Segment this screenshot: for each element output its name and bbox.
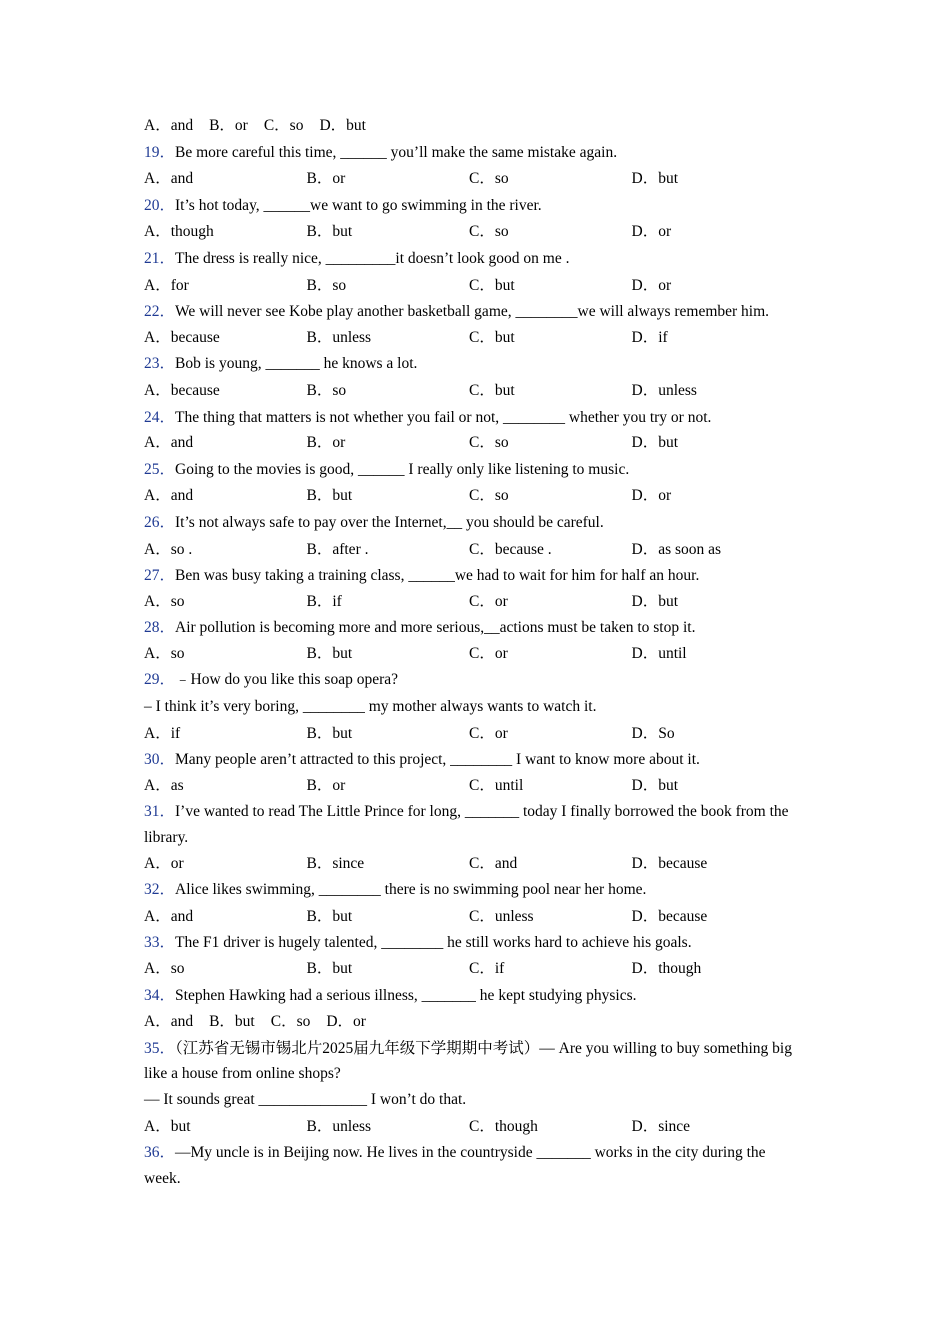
question-text: （江苏省无锡市锡北片2025届九年级下学期期中考试）— Are you willing to buy something big like a house from online shops?: [144, 1039, 792, 1083]
question-number: 29．: [144, 671, 176, 689]
question-stem: [144, 799, 794, 850]
answer-option: C．but: [469, 276, 515, 294]
question-stem: [144, 405, 794, 431]
answer-options: [144, 1114, 794, 1141]
answer-option: C．if: [469, 960, 505, 977]
question-stem: [144, 140, 794, 167]
answer-option: A．and: [144, 434, 194, 452]
question-text: Bob is young, _______ he knows a lot.: [175, 355, 418, 373]
question-stem: [144, 983, 794, 1010]
question-stem: [144, 877, 794, 904]
question-stem: [144, 510, 794, 537]
answer-option: A．as: [144, 776, 184, 794]
answer-option: B．but: [306, 644, 353, 662]
answer-option: A．and: [144, 117, 194, 134]
question-text: ﹣How do you like this soap opera?: [175, 671, 399, 689]
question-number: 25．: [144, 460, 176, 478]
answer-option: A．if: [144, 724, 181, 742]
question-text: Ben was busy taking a training class, ______we had to wait for him for half an hour.: [175, 567, 700, 585]
answer-option: C．so: [469, 487, 509, 505]
question-number: 28．: [144, 619, 176, 637]
answer-option: C．so: [469, 223, 509, 241]
answer-options: [144, 219, 794, 246]
answer-option: A．and: [144, 907, 194, 925]
answer-option: D．because: [631, 854, 708, 872]
question-text: Air pollution is becoming more and more serious,__actions must be taken to stop it.: [175, 619, 696, 637]
answer-option: D．but: [631, 592, 679, 610]
answer-option: B．but: [306, 487, 353, 505]
answer-option: A．because: [144, 381, 220, 399]
answer-option: B．unless: [306, 328, 372, 346]
answer-options: [144, 641, 794, 668]
answer-option: C．or: [469, 724, 508, 742]
question-stem: [144, 667, 794, 694]
answer-option: B．or: [306, 776, 346, 794]
answer-options: [144, 851, 794, 878]
answer-options: [144, 430, 794, 457]
answer-option: C．but: [469, 328, 515, 346]
question-text: It’s not always safe to pay over the Internet,__ you should be careful.: [175, 513, 604, 531]
answer-options: [144, 589, 794, 616]
answer-options: [144, 721, 794, 748]
question-text: It’s hot today, ______we want to go swimming in the river.: [175, 196, 542, 214]
question-text: We will never see Kobe play another basketball game, ________we will always remember him.: [175, 303, 770, 321]
answer-option: D．but: [319, 117, 366, 134]
question-stem: [144, 1140, 794, 1191]
answer-options: [144, 166, 794, 193]
answer-option: C．and: [469, 854, 518, 872]
answer-option: B．or: [306, 434, 346, 452]
answer-option: C．unless: [469, 907, 534, 925]
question-number: 22．: [144, 303, 176, 321]
question-number: 23．: [144, 355, 176, 373]
answer-option: B．or: [306, 170, 346, 188]
answer-option: C．though: [469, 1117, 538, 1135]
answer-option: A．for: [144, 276, 189, 294]
question-text: Many people aren’t attracted to this project, ________ I want to know more about it.: [175, 751, 700, 769]
answer-options: [144, 904, 794, 931]
answer-option: A．or: [144, 854, 184, 872]
question-number: 21．: [144, 249, 176, 267]
answer-options: [144, 537, 794, 564]
answer-option: B．but: [306, 724, 353, 742]
answer-options: [144, 1009, 794, 1036]
question-number: 33．: [144, 934, 176, 952]
answer-options: [144, 113, 794, 140]
answer-option: A．because: [144, 328, 220, 346]
question-stem: [144, 563, 794, 589]
answer-option: D．if: [631, 328, 668, 346]
answer-option: D．unless: [631, 381, 697, 399]
answer-option: C．so: [469, 170, 509, 188]
answer-options: [144, 483, 794, 510]
answer-option: A．and: [144, 170, 194, 188]
answer-option: D．but: [631, 434, 679, 452]
answer-option: D．until: [631, 644, 687, 662]
question-text: Stephen Hawking had a serious illness, _______ he kept studying physics.: [175, 986, 637, 1004]
answer-option: D．as soon as: [631, 540, 722, 558]
answer-options: [144, 325, 794, 352]
question-stem: [144, 246, 794, 273]
question-text: Going to the movies is good, ______ I really only like listening to music.: [175, 460, 630, 478]
question-number: 34．: [144, 986, 176, 1004]
answer-option: B．but: [306, 907, 353, 925]
answer-option: C．or: [469, 644, 508, 662]
answer-option: B．but: [306, 223, 353, 241]
question-stem: [144, 299, 794, 325]
answer-option: B．or: [209, 117, 248, 134]
question-number: 36．: [144, 1144, 176, 1162]
question-stem: [144, 1036, 794, 1087]
answer-option: A．so: [144, 644, 185, 662]
question-text: —My uncle is in Beijing now. He lives in the countryside _______ works in the city during the week.: [144, 1144, 766, 1187]
question-number: 19．: [144, 143, 176, 161]
answer-option: B．if: [306, 592, 342, 610]
question-stem: [144, 193, 794, 220]
answer-option: D．or: [631, 223, 672, 241]
answer-option: A．and: [144, 487, 194, 505]
dialogue-line: – I think it’s very boring, ________ my mother always wants to watch it.: [144, 698, 597, 716]
question-stem: [144, 930, 794, 956]
question-stem: [144, 747, 794, 773]
question-number: 24．: [144, 408, 176, 426]
question-text: The dress is really nice, _________it doesn’t look good on me .: [175, 249, 570, 267]
answer-options: [144, 956, 794, 983]
answer-option: A．but: [144, 1117, 191, 1135]
question-number: 26．: [144, 513, 176, 531]
answer-options: [144, 773, 794, 800]
question-number: 27．: [144, 567, 176, 585]
question-list: [144, 113, 794, 1191]
dialogue-line: — It sounds great ______________ I won’t do that.: [144, 1090, 467, 1108]
answer-option: B．but: [306, 960, 353, 977]
question-text: I’ve wanted to read The Little Prince for long, _______ today I finally borrowed the book from the library.: [144, 803, 789, 847]
question-text: Alice likes swimming, ________ there is no swimming pool near her home.: [175, 881, 647, 899]
question-text: The F1 driver is hugely talented, ________ he still works hard to achieve his goals.: [175, 934, 692, 952]
answer-option: D．since: [631, 1117, 691, 1135]
answer-option: C．so: [263, 117, 304, 134]
answer-option: D．though: [631, 960, 702, 977]
answer-option: A．so: [144, 592, 185, 610]
question-number: 30．: [144, 751, 176, 769]
answer-option: D．but: [631, 170, 679, 188]
question-number: 31．: [144, 803, 176, 821]
answer-option: A．though: [144, 223, 214, 241]
answer-option: C．so: [469, 434, 509, 452]
answer-option: C．until: [469, 776, 524, 794]
answer-option: A．and: [144, 1013, 194, 1031]
question-number: 20．: [144, 196, 176, 214]
answer-option: B．since: [306, 854, 365, 872]
answer-options: [144, 378, 794, 405]
question-number: 32．: [144, 881, 176, 899]
answer-option: D．So: [631, 724, 675, 742]
question-number: 35．: [144, 1039, 176, 1057]
answer-option: A．so: [144, 960, 185, 977]
answer-option: D．or: [631, 487, 672, 505]
answer-option: A．so .: [144, 540, 193, 558]
answer-option: B．unless: [306, 1117, 372, 1135]
question-stem: [144, 615, 794, 641]
answer-option: D．but: [631, 776, 679, 794]
answer-option: D．because: [631, 907, 708, 925]
answer-option: C．so: [270, 1013, 311, 1031]
answer-options: [144, 273, 794, 300]
answer-option: B．but: [209, 1013, 255, 1031]
answer-option: B．after .: [306, 540, 369, 558]
answer-option: C．but: [469, 381, 515, 399]
answer-option: C．because .: [469, 540, 552, 558]
answer-option: B．so: [306, 381, 347, 399]
answer-option: B．so: [306, 276, 347, 294]
question-text: The thing that matters is not whether you fail or not, ________ whether you try or not.: [175, 408, 712, 426]
question-stem: [144, 457, 794, 484]
answer-option: D．or: [631, 276, 672, 294]
question-stem: [144, 351, 794, 378]
answer-option: D．or: [326, 1013, 366, 1031]
answer-option: C．or: [469, 592, 508, 610]
question-text: Be more careful this time, ______ you’ll make the same mistake again.: [175, 143, 618, 161]
